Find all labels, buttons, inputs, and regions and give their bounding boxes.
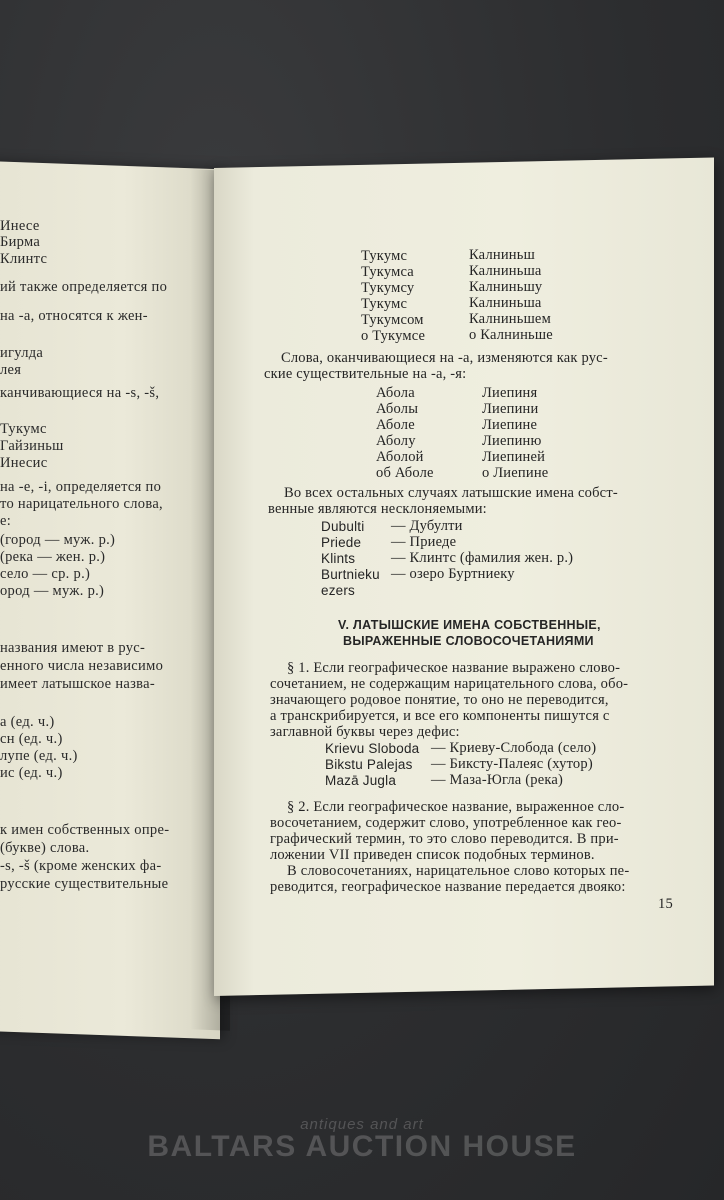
left-line: -s, -š (кроме женских фа- xyxy=(0,858,162,874)
left-line: (река — жен. р.) xyxy=(0,549,106,565)
left-line: ий также определяется по xyxy=(0,279,168,295)
left-line: а (ед. ч.) xyxy=(0,714,55,730)
section-heading-line: ВЫРАЖЕННЫЕ СЛОВОСОЧЕТАНИЯМИ xyxy=(343,634,594,648)
left-line: лупе (ед. ч.) xyxy=(0,748,78,764)
russian-name: — Дубулти xyxy=(391,518,463,534)
decl-cell: Лиепине xyxy=(482,417,538,433)
russian-name: — Клинтс (фамилия жен. р.) xyxy=(391,550,574,566)
paragraph-line: Слова, оканчивающиеся на -а, изменяются как рус- xyxy=(281,350,608,366)
decl-cell: Калниньшу xyxy=(469,279,543,295)
paragraph-line: а транскрибируется, и все его компоненты пишутся с xyxy=(270,708,610,724)
decl-cell: Калниньшем xyxy=(469,311,551,327)
decl-cell: Тукумсом xyxy=(361,312,424,328)
left-line: к имен собственных опре- xyxy=(0,822,170,838)
paragraph-line: заглавной буквы через дефис: xyxy=(270,724,460,740)
left-line: на -а, относятся к жен- xyxy=(0,308,148,324)
left-line: Инесис xyxy=(0,455,48,471)
paragraph-line: В словосочетаниях, нарицательное слово которых пе- xyxy=(287,863,630,879)
decl-cell: Лиепиню xyxy=(482,433,542,449)
decl-cell: о Калниньше xyxy=(469,327,553,343)
decl-cell: Лиепини xyxy=(482,401,539,417)
latvian-name: Priede xyxy=(321,535,362,550)
left-line: то нарицательного слова, xyxy=(0,496,163,512)
paragraph-line: венные являются несклоняемыми: xyxy=(268,501,487,517)
page-number: 15 xyxy=(658,896,673,912)
decl-cell: Аболой xyxy=(376,449,424,465)
left-line: лея xyxy=(0,362,22,378)
decl-cell: Аболы xyxy=(376,401,419,417)
decl-cell: Калниньша xyxy=(469,295,542,311)
paragraph-line: значающего родовое понятие, то оно не переводится, xyxy=(270,692,609,708)
left-line: Тукумс xyxy=(0,421,47,437)
left-line: е: xyxy=(0,513,12,529)
left-line: на -e, -i, определяется по xyxy=(0,479,162,495)
latvian-name: Krievu Sloboda xyxy=(325,741,420,756)
left-line: (букве) слова. xyxy=(0,840,90,856)
left-line: русские существительные xyxy=(0,876,169,892)
left-line: сн (ед. ч.) xyxy=(0,731,63,747)
latvian-name: Dubulti xyxy=(321,519,365,534)
left-line: игулда xyxy=(0,345,44,361)
paragraph-line: ские существительные на -а, -я: xyxy=(264,366,467,382)
left-line: Бирма xyxy=(0,234,41,250)
paragraph-line: ложении VII приведен список подобных терминов. xyxy=(270,847,595,863)
paragraph-line: § 2. Если географическое название, выраженное сло- xyxy=(287,799,625,815)
left-line: село — ср. р.) xyxy=(0,566,91,582)
decl-cell: Тукумсу xyxy=(361,280,415,296)
russian-name: — Приеде xyxy=(391,534,457,550)
paragraph-line: Во всех остальных случаях латышские имена собст- xyxy=(284,485,618,501)
watermark-logo: BALTARS AUCTION HOUSE xyxy=(147,1130,577,1163)
left-line: канчивающиеся на -s, -š, xyxy=(0,385,160,401)
decl-cell: Тукумс xyxy=(361,248,408,264)
latvian-name: Bikstu Palejas xyxy=(325,757,413,772)
paragraph-line: § 1. Если географическое название выражено слово- xyxy=(287,660,621,676)
decl-cell: Аболу xyxy=(376,433,416,449)
watermark-tagline: antiques and art xyxy=(300,1116,424,1133)
left-line: имеет латышское назва- xyxy=(0,676,155,692)
left-line: ород — муж. р.) xyxy=(0,583,105,599)
paragraph-line: восочетанием, содержит слово, употребленное как гео- xyxy=(270,815,622,831)
decl-cell: Калниньш xyxy=(469,247,535,263)
decl-cell: Тукумса xyxy=(361,264,414,280)
decl-cell: Тукумс xyxy=(361,296,408,312)
russian-name: — Биксту-Палеяс (хутор) xyxy=(431,756,593,772)
latvian-name: Klints xyxy=(321,551,356,566)
russian-name: — Маза-Югла (река) xyxy=(431,772,564,788)
decl-cell: Абола xyxy=(376,385,415,401)
russian-name: — Криеву-Слобода (село) xyxy=(431,740,597,756)
decl-cell: Лиепиня xyxy=(482,385,538,401)
latvian-name: Burtnieku xyxy=(321,567,380,582)
latvian-name: ezers xyxy=(321,583,356,598)
left-line: названия имеют в рус- xyxy=(0,640,146,656)
latvian-name: Mazā Jugla xyxy=(325,773,397,788)
decl-cell: Лиепиней xyxy=(482,449,546,465)
left-line: Гайзиньш xyxy=(0,438,64,454)
left-line: ис (ед. ч.) xyxy=(0,765,63,781)
left-line: Клинтс xyxy=(0,251,48,267)
section-heading-line: V. ЛАТЫШСКИЕ ИМЕНА СОБСТВЕННЫЕ, xyxy=(338,618,601,632)
paragraph-line: сочетанием, не содержащим нарицательного слова, обо- xyxy=(270,676,629,692)
paragraph-line: графический термин, то это слово переводится. В при- xyxy=(270,831,619,847)
left-line: енного числа независимо xyxy=(0,658,164,674)
decl-cell: о Тукумсе xyxy=(361,328,426,344)
decl-cell: Аболе xyxy=(376,417,415,433)
paragraph-line: реводится, географическое название передается двояко: xyxy=(270,879,626,895)
decl-cell: об Аболе xyxy=(376,465,434,481)
russian-name: — озеро Буртниеку xyxy=(391,566,515,582)
left-line: Инесе xyxy=(0,218,40,234)
left-line: (город — муж. р.) xyxy=(0,532,116,548)
decl-cell: Калниньша xyxy=(469,263,542,279)
decl-cell: о Лиепине xyxy=(482,465,549,481)
